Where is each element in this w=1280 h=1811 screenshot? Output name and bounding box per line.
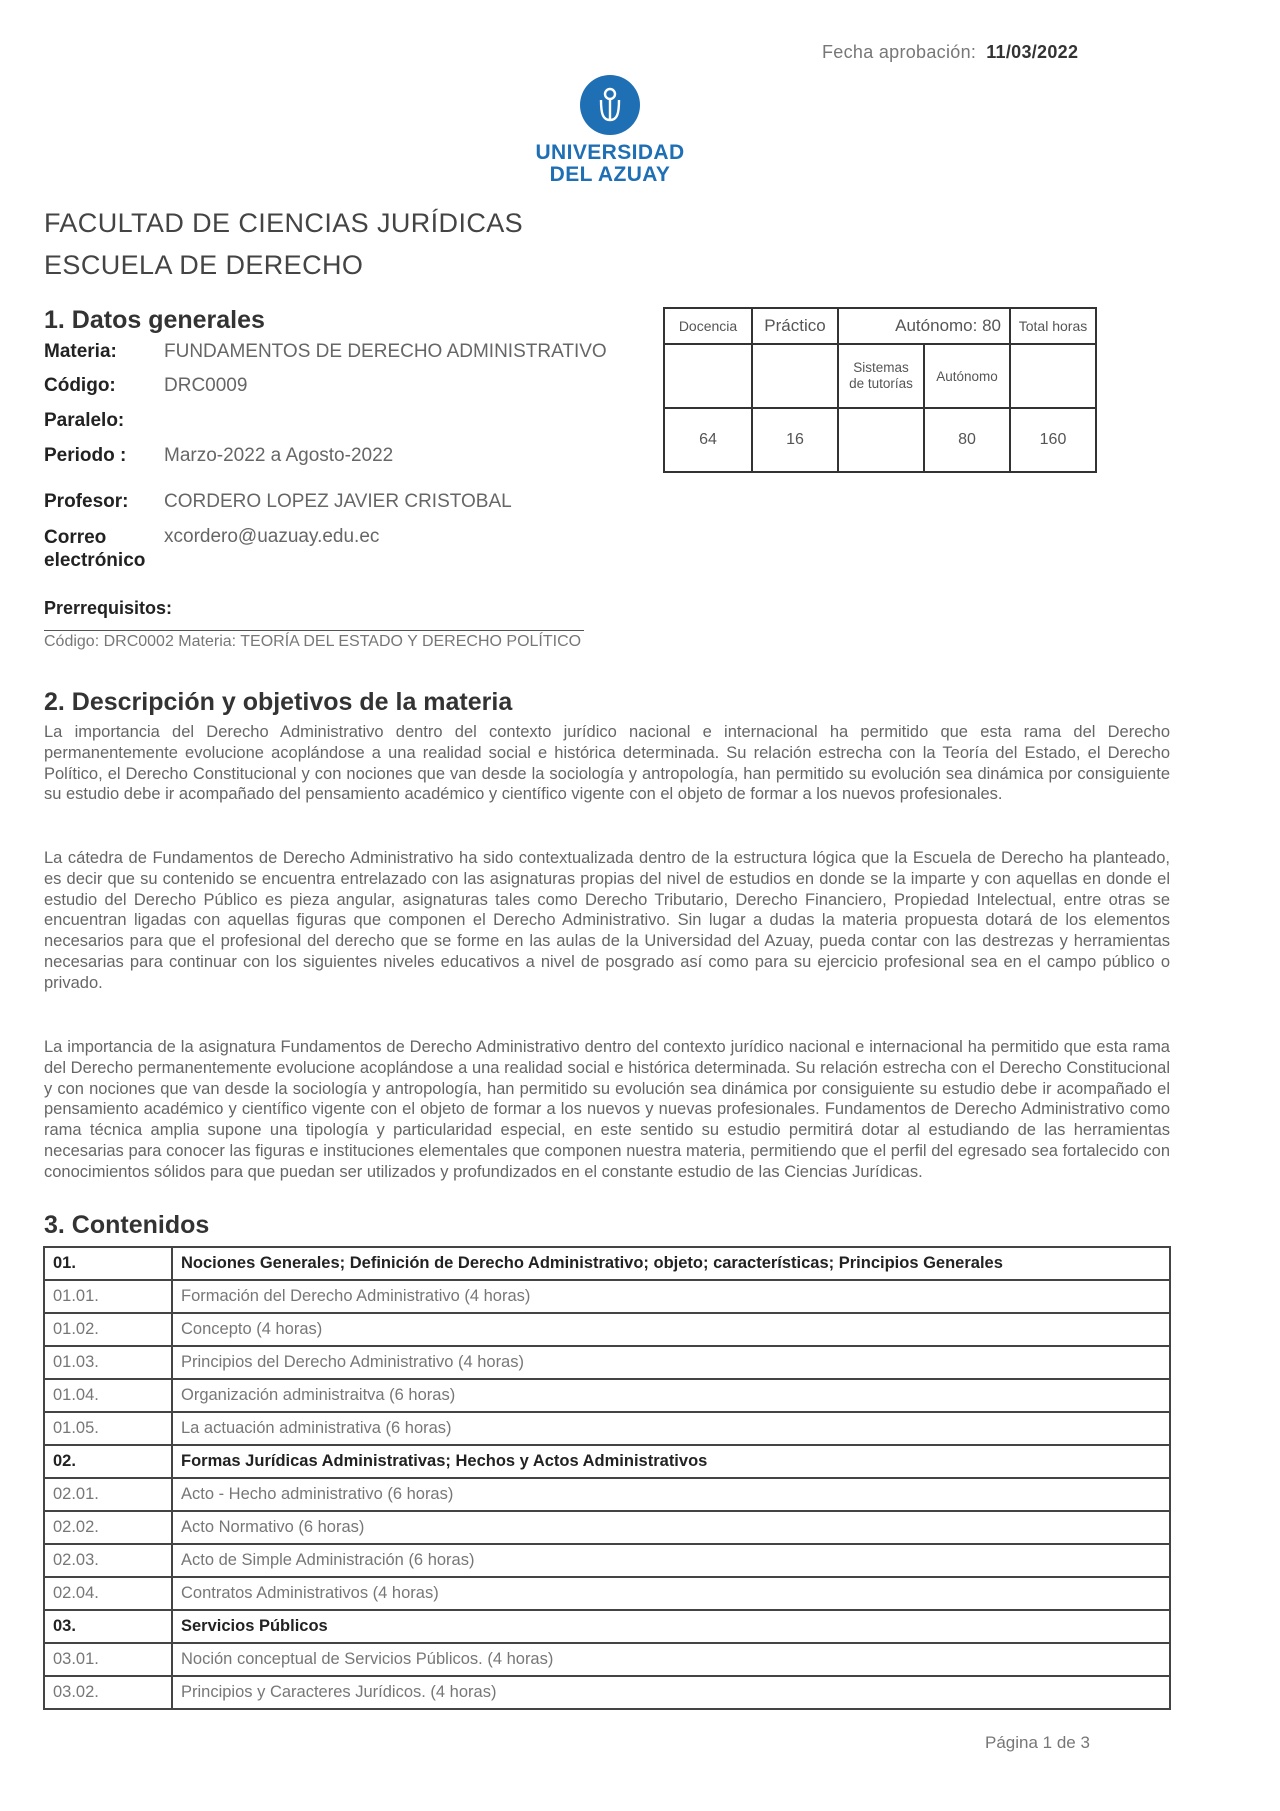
practico-sub xyxy=(752,344,838,408)
correo-label-line-2: electrónico xyxy=(44,550,146,571)
approval-label: Fecha aprobación: xyxy=(822,42,977,62)
content-code: 03. xyxy=(44,1610,172,1643)
approval-value: 11/03/2022 xyxy=(986,42,1079,62)
description-heading: 2. Descripción y objetivos de la materia xyxy=(44,688,513,716)
table-row xyxy=(44,1544,1170,1577)
autonomo-sub-header: Autónomo xyxy=(924,344,1010,408)
description-paragraph-3: La importancia de la asignatura Fundamentos de Derecho Administrativo dentro del contexto jurídico nacional e internacional ha permitido que esta rama del Derecho permanentemente evolucione acoplándose a una realidad social e histórica determinada. Su relación estrecha con el Derecho Constitucional y con nociones que van desde la sociología y antropología, han permitido su evolución sea dinámica por consiguiente su estudio debe ir acompañado el pensamiento académico y científico vigente con el objeto de formar a los nuevos y nuevas profesionales. Fundamentos de Derecho Administrativo como rama técnica amplia supone una tipología y particularidad especial, en este sentido su estudio permitirá dotar al estudiando de las herramientas necesarias para conocer las figuras e instituciones elementales que componen nuestra materia, permitiendo que el perfil del egresado sea fortalecido con conocimientos sólidos para que puedan ser utilizados y profundizados en el constante estudio de las Ciencias Jurídicas. xyxy=(44,1038,1170,1181)
description-paragraph-1: La importancia del Derecho Administrativo dentro del contexto jurídico nacional e internacional ha permitido que esta rama del Derecho permanentemente evolucione acoplándose a una realidad social e histórica determinada. Su relación estrecha con la Teoría del Estado, el Derecho Político, el Derecho Constitucional y con nociones que van desde la sociología y antropología, han permitido su evolución sea dinámica por consiguiente su estudio debe ir acompañado del pensamiento académico y científico vigente con el objeto de formar a los nuevos profesionales. xyxy=(44,723,1170,804)
content-code: 02. xyxy=(44,1445,172,1478)
content-topic: Principios y Caracteres Jurídicos. (4 horas) xyxy=(172,1676,1170,1709)
content-topic: Concepto (4 horas) xyxy=(172,1313,1170,1346)
content-topic: Acto de Simple Administración (6 horas) xyxy=(172,1544,1170,1577)
logo-line-2: DEL AZUAY xyxy=(549,163,671,186)
content-topic: La actuación administrativa (6 horas) xyxy=(172,1412,1170,1445)
autonomo-header: Autónomo: 80 xyxy=(838,308,1010,344)
table-row xyxy=(44,1511,1170,1544)
materia-value: FUNDAMENTOS DE DERECHO ADMINISTRATIVO xyxy=(164,341,607,362)
content-code: 01. xyxy=(44,1247,172,1280)
tutorias-header-line-1: Sistemas xyxy=(853,360,909,375)
periodo-value: Marzo-2022 a Agosto-2022 xyxy=(164,445,394,466)
total-header: Total horas xyxy=(1010,308,1096,344)
table-row xyxy=(44,1478,1170,1511)
content-code: 02.01. xyxy=(44,1478,172,1511)
docencia-sub xyxy=(664,344,752,408)
content-code: 01.03. xyxy=(44,1346,172,1379)
table-row xyxy=(44,1445,1170,1478)
description-paragraph-2: La cátedra de Fundamentos de Derecho Administrativo ha sido contextualizada dentro de la estructura lógica que la Escuela de Derecho ha planteado, es decir que su contenido se encuentra entrelazado con las asignaturas propias del nivel de estudios en donde se la imparte y con aquellas en donde el estudio del Derecho Público es pieza angular, asignaturas tales como Derecho Tributario, Derecho Financiero, Propiedad Intelectual, entre otras se encuentran ligadas con aquellas figuras que componen el Derecho Administrativo. Sin lugar a dudas la materia propuesta dotará de los elementos necesarios para que el profesional del derecho que se forme en las aulas de la Universidad del Azuay, pueda contar con las destrezas y herramientas necesarias para continuar con los siguientes niveles educativos a nivel de posgrado así como para su ejercicio profesional sea en el campo público o privado. xyxy=(44,849,1170,992)
content-topic: Organización administraitva (6 horas) xyxy=(172,1379,1170,1412)
page-number: Página 1 de 3 xyxy=(985,1733,1090,1752)
content-code: 01.05. xyxy=(44,1412,172,1445)
content-code: 01.04. xyxy=(44,1379,172,1412)
periodo-label: Periodo : xyxy=(44,445,127,466)
faculty-title: FACULTAD DE CIENCIAS JURÍDICAS xyxy=(44,208,524,238)
school-title: ESCUELA DE DERECHO xyxy=(44,250,364,280)
content-code: 01.01. xyxy=(44,1280,172,1313)
content-topic: Principios del Derecho Administrativo (4 horas) xyxy=(172,1346,1170,1379)
content-code: 03.01. xyxy=(44,1643,172,1676)
autonomo-value: 80 xyxy=(924,408,1010,472)
prereq-label: Prerrequisitos: xyxy=(44,598,173,618)
content-topic: Contratos Administrativos (4 horas) xyxy=(172,1577,1170,1610)
logo-line-1: UNIVERSIDAD xyxy=(535,141,685,164)
contents-heading: 3. Contenidos xyxy=(44,1211,210,1239)
university-logo xyxy=(520,74,700,186)
table-row xyxy=(44,1280,1170,1313)
correo-label-line-1: Correo xyxy=(44,527,107,548)
correo-value[interactable]: xcordero@uazuay.edu.ec xyxy=(164,526,380,547)
correo-label xyxy=(44,526,145,572)
profesor-value: CORDERO LOPEZ JAVIER CRISTOBAL xyxy=(164,491,512,512)
content-code: 02.03. xyxy=(44,1544,172,1577)
content-code: 02.04. xyxy=(44,1577,172,1610)
codigo-value: DRC0009 xyxy=(164,375,248,396)
content-topic: Servicios Públicos xyxy=(172,1610,1170,1643)
table-row xyxy=(44,1379,1170,1412)
content-topic: Formas Jurídicas Administrativas; Hechos y Actos Administrativos xyxy=(172,1445,1170,1478)
content-topic: Acto - Hecho administrativo (6 horas) xyxy=(172,1478,1170,1511)
paralelo-label: Paralelo: xyxy=(44,410,125,431)
tutorias-header xyxy=(838,344,924,408)
tutorias-header-line-2: de tutorías xyxy=(849,376,913,391)
table-row xyxy=(44,1676,1170,1709)
contents-table xyxy=(43,1246,1171,1710)
profesor-label: Profesor: xyxy=(44,491,129,512)
approval-date xyxy=(822,42,1078,63)
table-row xyxy=(44,1346,1170,1379)
content-code: 02.02. xyxy=(44,1511,172,1544)
general-data-heading: 1. Datos generales xyxy=(44,306,265,334)
content-topic: Noción conceptual de Servicios Públicos. (4 horas) xyxy=(172,1643,1170,1676)
prereq-divider xyxy=(44,630,584,631)
table-row xyxy=(44,1577,1170,1610)
content-code: 01.02. xyxy=(44,1313,172,1346)
prereq-value: Código: DRC0002 Materia: TEORÍA DEL ESTADO Y DERECHO POLÍTICO xyxy=(44,633,582,650)
practico-header: Práctico xyxy=(752,308,838,344)
content-topic: Formación del Derecho Administrativo (4 horas) xyxy=(172,1280,1170,1313)
materia-label: Materia: xyxy=(44,341,117,362)
table-row xyxy=(44,1247,1170,1280)
total-sub xyxy=(1010,344,1096,408)
content-topic: Nociones Generales; Definición de Derecho Administrativo; objeto; características; Principios Generales xyxy=(172,1247,1170,1280)
table-row xyxy=(44,1643,1170,1676)
codigo-label: Código: xyxy=(44,375,116,396)
docencia-header: Docencia xyxy=(664,308,752,344)
practico-value: 16 xyxy=(752,408,838,472)
table-row xyxy=(44,1610,1170,1643)
total-value: 160 xyxy=(1010,408,1096,472)
table-row xyxy=(44,1313,1170,1346)
docencia-value: 64 xyxy=(664,408,752,472)
content-code: 03.02. xyxy=(44,1676,172,1709)
hours-table xyxy=(663,307,1097,473)
table-row xyxy=(44,1412,1170,1445)
university-emblem-icon xyxy=(579,74,641,136)
content-topic: Acto Normativo (6 horas) xyxy=(172,1511,1170,1544)
tutorias-value xyxy=(838,408,924,472)
